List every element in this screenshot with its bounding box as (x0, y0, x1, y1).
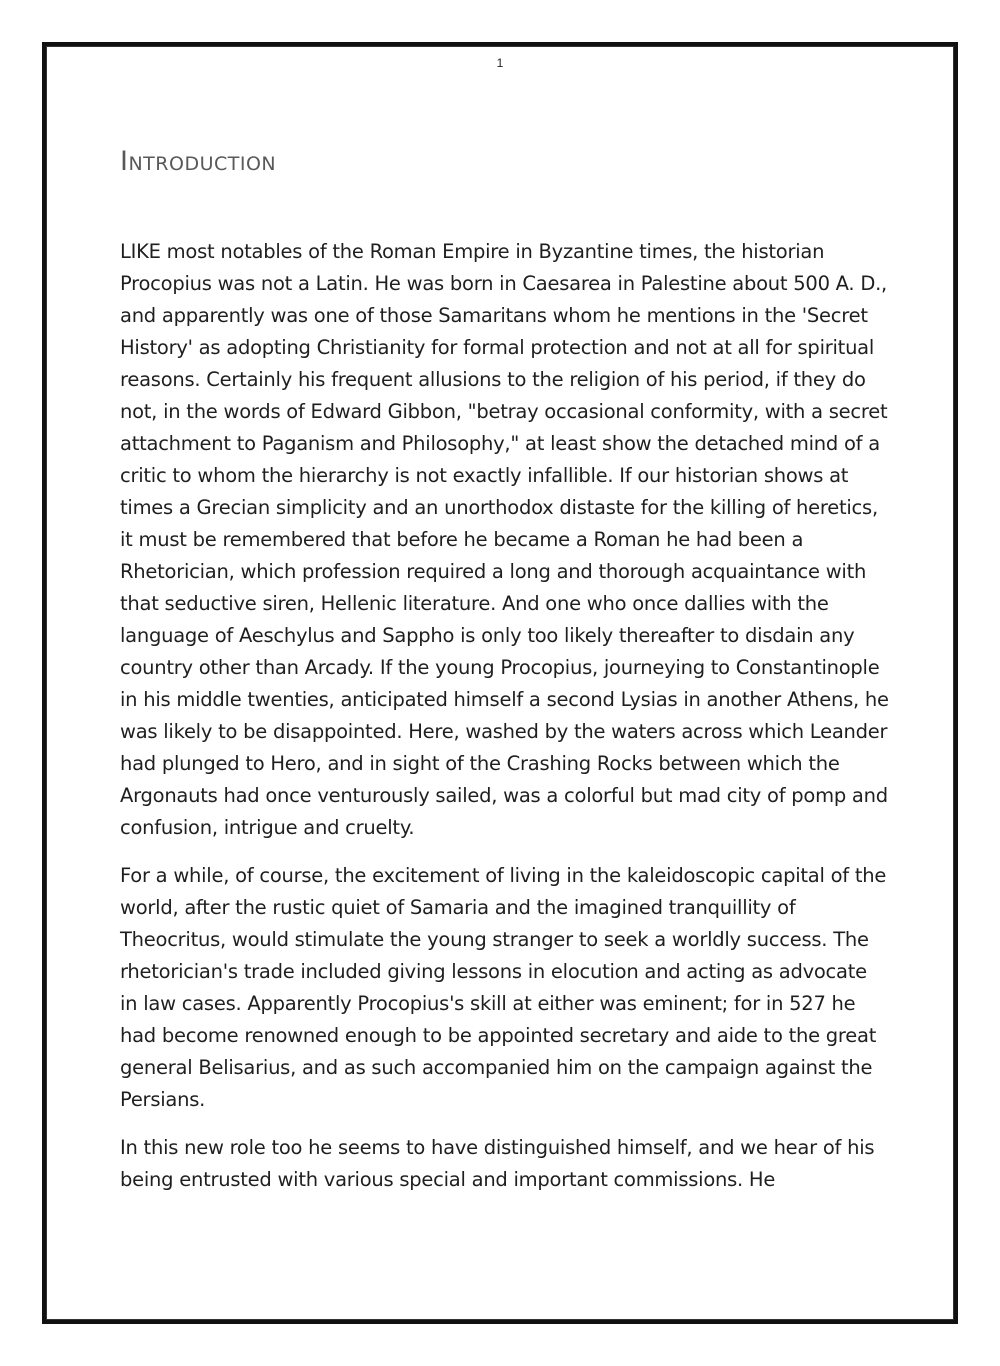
paragraph: LIKE most notables of the Roman Empire in Byzantine times, the historian Procopius was not a Latin. He was born in Caesarea in Palestine about 500 A. D., and apparently was one of those Samaritans whom he mentions in the 'Secret History' as adopting Christianity for formal protection and not at all for spiritual reasons. Certainly his frequent allusions to the religion of his period, if they do not, in the words of Edward Gibbon, "betray occasional conformity, with a secret attachment to Paganism and Philosophy," at least show the detached mind of a critic to whom the hierarchy is not exactly infallible. If our historian shows at times a Grecian simplicity and an unorthodox distaste for the killing of heretics, it must be remembered that before he became a Roman he had been a Rhetorician, which profession required a long and thorough acquaintance with that seductive siren, Hellenic literature. And one who once dallies with the language of Aeschylus and Sappho is only too likely thereafter to disdain any country other than Arcady. If the young Procopius, journeying to Constantinople in his middle twenties, anticipated himself a second Lysias in another Athens, he was likely to be disappointed. Here, washed by the waters across which Leander had plunged to Hero, and in sight of the Crashing Rocks between which the Argonauts had once venturously sailed, was a colorful but mad city of pomp and confusion, intrigue and cruelty. (120, 240, 889, 839)
paragraph: For a while, of course, the excitement of living in the kaleidoscopic capital of the world, after the rustic quiet of Samaria and the imagined tranquillity of Theocritus, would stimulate the young stranger to seek a worldly success. The rhetorician's trade included giving lessons in elocution and acting as advocate in law cases. Apparently Procopius's skill at either was eminent; for in 527 he had become renowned enough to be appointed secretary and aide to the great general Belisarius, and as such accompanied him on the campaign against the Persians. (120, 864, 887, 1111)
page-number: 1 (496, 56, 504, 70)
paragraph: In this new role too he seems to have distinguished himself, and we hear of his being entrusted with various special and important commissions. He (120, 1136, 875, 1191)
body-text (120, 236, 890, 1212)
chapter-title: Introduction (120, 146, 277, 177)
